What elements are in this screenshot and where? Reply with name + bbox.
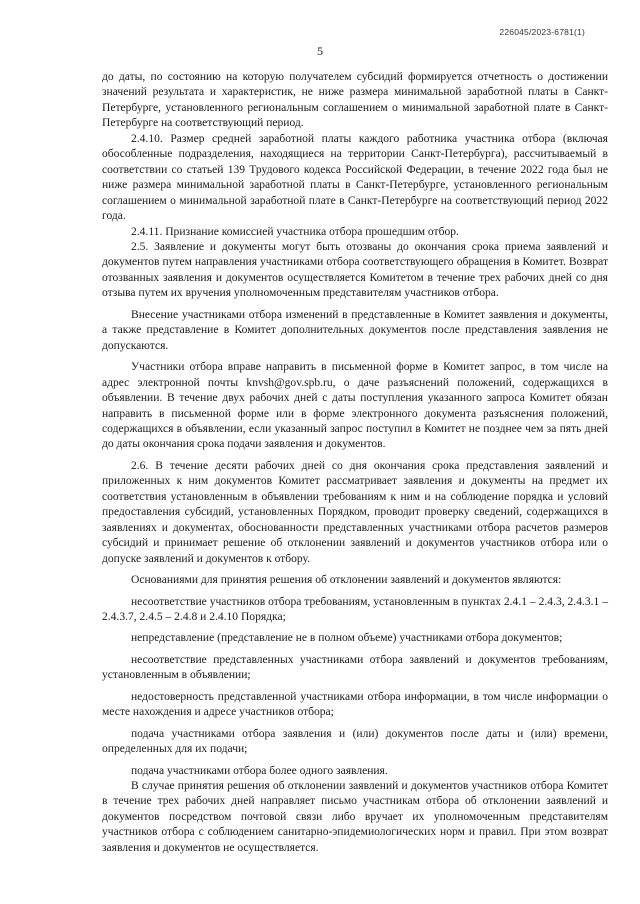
paragraph: до даты, по состоянию на которую получателем субсидий формируется отчетность о достижении значений результата и характеристик, не ниже размера минимальной заработной платы в Санкт-Петербурге, установленного региональным соглашением о минимальной заработной плате в Санкт-Петербурге на соответствующий период. xyxy=(102,71,608,130)
paragraph: Внесение участниками отбора изменений в представленные в Комитет заявления и документы, а также представление в Комитет дополнительных документов после представления заявления не допускаются. xyxy=(102,308,608,352)
paragraph: непредставление (представление не в полном объеме) участниками отбора документов; xyxy=(131,632,563,645)
document-id: 226045/2023-6781(1) xyxy=(499,27,585,37)
paragraph: Основаниями для принятия решения об отклонении заявлений и документов являются: xyxy=(131,574,562,587)
paragraph: 2.4.10. Размер средней заработной платы каждого работника участника отбора (включая обособленные подразделения, находящиеся на территории Санкт-Петербурга), рассчитываемый в соответствии со статьей 139 Трудового кодекса Российской Федерации, в течение 2022 года был не ниже размера минимальной заработной платы в Санкт-Петербурге, установленного региональным соглашением о минимальной заработной плате в Санкт-Петербурге на соответствующий период 2022 года. xyxy=(102,132,608,223)
paragraph: несоответствие участников отбора требованиям, установленным в пунктах 2.4.1 – 2.4.3, 2.4.3.1 – 2.4.3.7, 2.4.5 – 2.4.8 и 2.4.10 Порядка; xyxy=(102,595,608,623)
paragraph: подача участниками отбора более одного заявления. xyxy=(131,764,388,777)
paragraph: В случае принятия решения об отклонении заявлений и документов участников отбора Комитет в течение трех рабочих дней направляет письмо участникам отбора об отклонении заявлений и документов посредством почтовой связи либо вручает их уполномоченным представителям участников отбора с соблюдением санитарно-эпидемиологических норм и правил. При этом возврат заявления и документов не осуществляется. xyxy=(102,780,608,854)
paragraph: несоответствие представленных участниками отбора заявлений и документов требованиям, установленным в объявлении; xyxy=(102,653,608,682)
paragraph: Участники отбора вправе направить в письменной форме в Комитет запрос, в том числе на адрес электронной почты knvsh@gov.spb.ru, о даче разъяснений положений, содержащихся в объявлении. В течение двух рабочих дней с даты поступления указанного запроса Комитет обязан направить в письменной форме или в форме электронного документа разъяснения положений, содержащихся в объявлении, если указанный запрос поступил в Комитет не позднее чем за пять дней до даты окончания срока подачи заявления и документов. xyxy=(102,361,608,451)
paragraph: 2.6. В течение десяти рабочих дней со дня окончания срока представления заявлений и приложенных к ним документов Комитет рассматривает заявления и документы на предмет их соответствия установленным в объявлении требованиям к ним и на соблюдение порядка и условий предоставления субсидий, установленных Порядком, проводит проверку сведений, содержащихся в заявлениях и документах, обоснованности представленных участниками отбора расчетов размеров субсидий и принимает решение об отклонении заявлений и документов участников отбора или о допуске заявлений и документов к отбору. xyxy=(102,459,608,565)
page-number: 5 xyxy=(317,44,323,58)
paragraph: 2.5. Заявление и документы могут быть отозваны до окончания срока приема заявлений и документов путем направления участниками отбора соответствующего обращения в Комитет. Возврат отозванных заявления и документов осуществляется Комитетом в течение трех рабочих дней со дня отзыва путем их вручения уполномоченным представителям участников отбора. xyxy=(102,240,608,300)
document-body xyxy=(102,70,608,856)
paragraph: недостоверность представленной участниками отбора информации, в том числе информации о месте нахождения и адресе участников отбора; xyxy=(102,690,608,719)
paragraph: 2.4.11. Признание комиссией участника отбора прошедшим отбор. xyxy=(131,225,459,238)
paragraph: подача участниками отбора заявления и (или) документов после даты и (или) времени, определенных для их подачи; xyxy=(102,727,608,756)
